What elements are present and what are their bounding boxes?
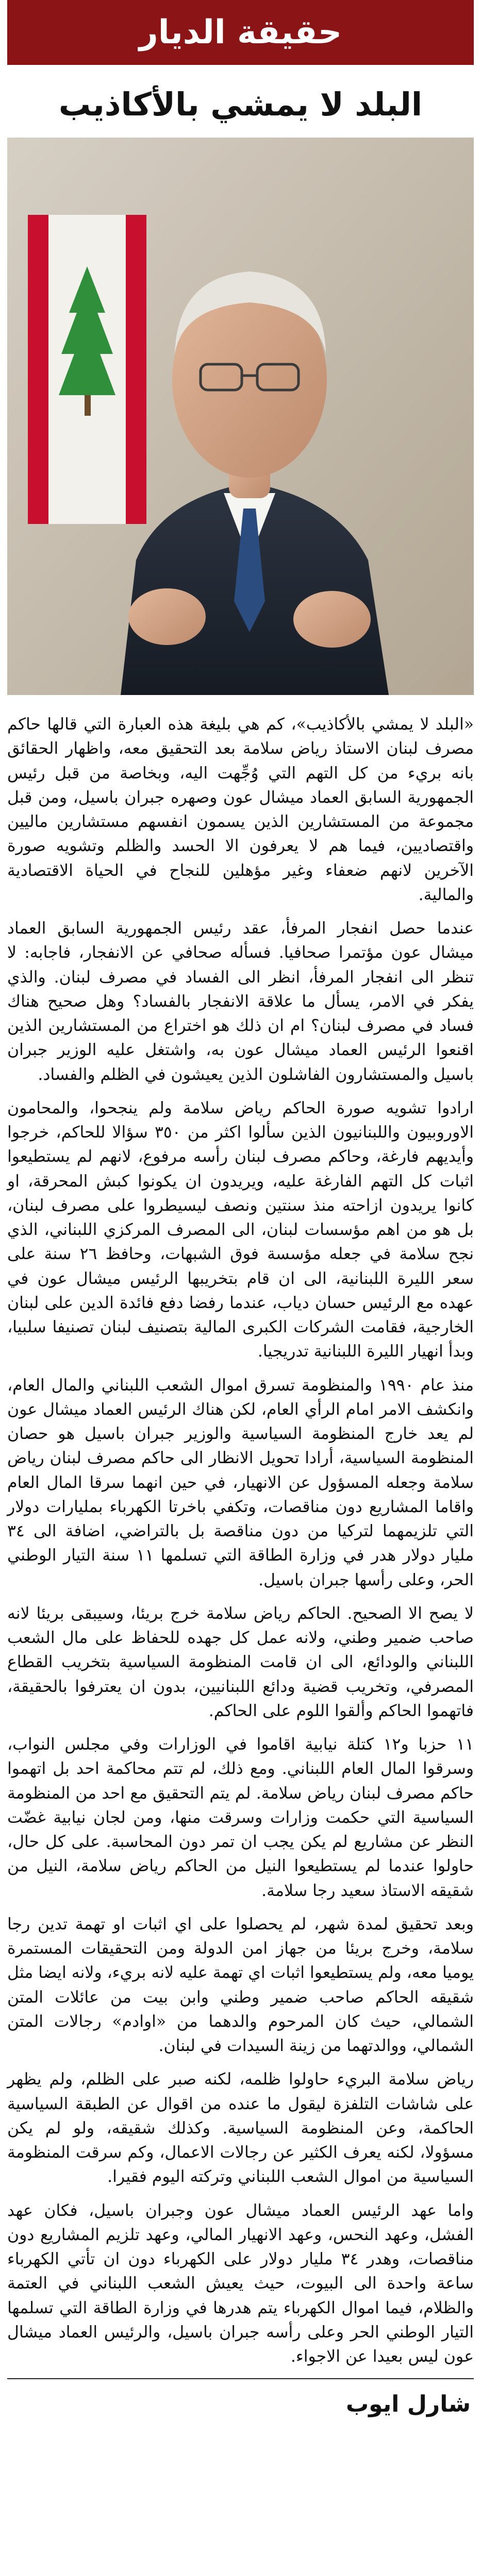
article-paragraph: ارادوا تشويه صورة الحاكم رياض سلامة ولم ينجحوا، والمحامون الاوروبيون واللبنانيون الذين سألوا اكثر من ٣٥٠ سؤالا للحاكم، خرجوا وأيديهم فارغة، وحاكم مصرف لبنان رأسه مرفوع، لانهم لم يستطيعوا اثبات كل التهم الفارغة عليه، ويريدون ان يكونوا كبش المحرقة، او كانوا يريدون ازاحته منذ سنتين ونصف ليسيطروا على مصرف لبنان، بل هو من اهم مؤسسات لبنان، الى المصرف المركزي اللبناني، الذي نجح سلامة في جعله مؤسسة فوق الشبهات، وحافظ ٢٦ سنة على سعر الليرة اللبنانية، الى ان قام بتخريبها الرئيس ميشال عون في عهده مع الرئيس حسان دياب، عندما رفضا دفع فائدة الدين على لبنان الخارجية، فقامت الشركات الكبرى المالية بتصنيف لبنان تصنيفا سلبيا، وبدأ انهيار الليرة اللبنانية تدريجيا.	[7, 1098, 474, 1361]
section-banner	[7, 0, 474, 65]
article-body	[7, 713, 474, 2421]
article-paragraph: ١١ حزبا و١٢ كتلة نيابية اقاموا في الوزارات وفي مجلس النواب، وسرقوا المال العام اللبناني. ومع ذلك، لم تتم محاكمة احد بل اتهموا حاكم مصرف لبنان رياض سلامة. لم يتم التحقيق مع احد من المنظومة السياسية التي حكمت وزارات وسرقت منها، ومن لجان نيابية غضّت النظر عن مشاريع لم يكن يجب ان تمر دون المحاسبة. على كل حال، حاولوا عندما لم يستطيعوا النيل من الحاكم رياض سلامة، النيل من شقيقه الاستاذ سعيد رجا سلامة.	[7, 1735, 474, 1900]
article-paragraph: واما عهد الرئيس العماد ميشال عون وجبران باسيل، فكان عهد الفشل، وعهد النحس، وعهد الانهيار المالي، وعهد تلزيم المشاريع دون مناقصات، وهدر ٣٤ مليار دولار على الكهرباء دون ان تأتي الكهرباء ساعة واحدة الى البيوت، حيث يعيش الشعب اللبناني في العتمة والظلام، فيما اموال الكهرباء يتم هدرها في وزارة الطاقة التي تسلمها التيار الوطني الحر وعلى رأسه جبران باسيل، والرئيس العماد ميشال عون ليس بعيدا عن الاجواء.	[7, 2201, 474, 2366]
article-headline: البلد لا يمشي بالأكاذيب	[58, 86, 423, 123]
article-author: شارل ايوب	[345, 2391, 471, 2418]
article-paragraph: «البلد لا يمشي بالأكاذيب»، كم هي بليغة هذه العبارة التي قالها حاكم مصرف لبنان الاستاذ رياض سلامة بعد التحقيق معه، واظهار الحقائق بانه بريء من كل التهم التي وُجِّهت اليه، وبخاصة من قبل رئيس الجمهورية السابق العماد ميشال عون وصهره جبران باسيل، ومن قبل مجموعة من المستشارين الذين يسمون انفسهم مستشارين ماليين واقتصاديين، فيما هم لا يعرفون الا الحسد والظلم وتشويه صورة الآخرين لانهم ضعفاء وغير مؤهلين للنجاح في الحياة الاقتصادية والمالية.	[7, 715, 474, 904]
article-paragraph: وبعد تحقيق لمدة شهر، لم يحصلوا على اي اثبات او تهمة تدين رجا سلامة، وخرج بريئا من جهاز امن الدولة ومن التحقيقات المستمرة يوميا معه، ولم يستطيعوا اثبات اي تهمة عليه لانه بريء، ولانه ايضا مثل شقيقه الحاكم صاحب ضمير وطني وابن بيت من عائلات المتن الشمالي، حيث كان المرحوم والدهما من «اوادم» رجالات المتن الشمالي، ووالدتهما من زينة السيدات في لبنان.	[7, 1914, 474, 2055]
article-paragraph: رياض سلامة البريء حاولوا ظلمه، لكنه صبر على الظلم، ولم يظهر على شاشات التلفزة ليقول ما عنده من اقوال عن الطبقة السياسية الحاكمة، وعن المنظومة السياسية. وكذلك شقيقه، ولو لم يكن مسؤولا، لكنه يعرف الكثير عن رجالات الاعمال، وكم سرقت المنظومة السياسية من اموال الشعب اللبناني وتركته اليوم فقيرا.	[7, 2070, 474, 2187]
article-paragraph: منذ عام ١٩٩٠ والمنظومة تسرق اموال الشعب اللبناني والمال العام، وانكشف الامر امام الرأي العام، لكن هناك الرئيس العماد ميشال عون لم يعد خارج المنظومة السياسية والوزير جبران باسيل هو حصان المنظومة السياسية، أرادا تحويل الانظار الى حاكم مصرف لبنان رياض سلامة وجعله المسؤول عن الانهيار، في حين انهما سرقا المال العام واقاما المشاريع دون مناقصات، وتكفي باخرتا الكهرباء بمليارات دولار التي تلزيمهما لتركيا من دون مناقصة بل بالتراضي، اضافة الى ٣٤ مليار دولار هدر في وزارة الطاقة التي تسلمها ١١ سنة التيار الوطني الحر، وعلى رأسها جبران باسيل.	[7, 1376, 474, 1589]
author-divider	[7, 2378, 474, 2379]
article-paragraph: لا يصح الا الصحيح. الحاكم رياض سلامة خرج بريئا، وسيبقى بريئا لانه صاحب ضمير وطني، ولانه عمل كل جهده للحفاظ على مال الشعب اللبناني والودائع، الى ان قامت المنظومة السياسية بتخريب القطاع المصرفي، وتخريب قضية ودائع اللبنانيين، بدون ان يعترفوا بالحقيقة، فاتهموا الحاكم وألقوا اللوم على الحاكم.	[7, 1604, 474, 1720]
article-paragraph: عندما حصل انفجار المرفأ، عقد رئيس الجمهورية السابق العماد ميشال عون مؤتمرا صحافيا. فسأله صحافي عن الانفجار، فاجابه: لا تنظر الى انفجار المرفأ، انظر الى الفساد في مصرف لبنان. والذي يفكر في الامر، يسأل ما علاقة الانفجار بالفساد؟ وهل صحيح هناك فساد في مصرف لبنان؟ ام ان ذلك هو اختراع من المستشارين الذين اقنعوا الرئيس العماد ميشال عون به، واشتغل عليه الوزير جبران باسيل والمستشارون الفاشلون الذين يعيشون في الظلم والفساد.	[7, 919, 474, 1084]
section-title: حقيقة الديار	[139, 13, 342, 52]
article-photo	[7, 138, 474, 695]
